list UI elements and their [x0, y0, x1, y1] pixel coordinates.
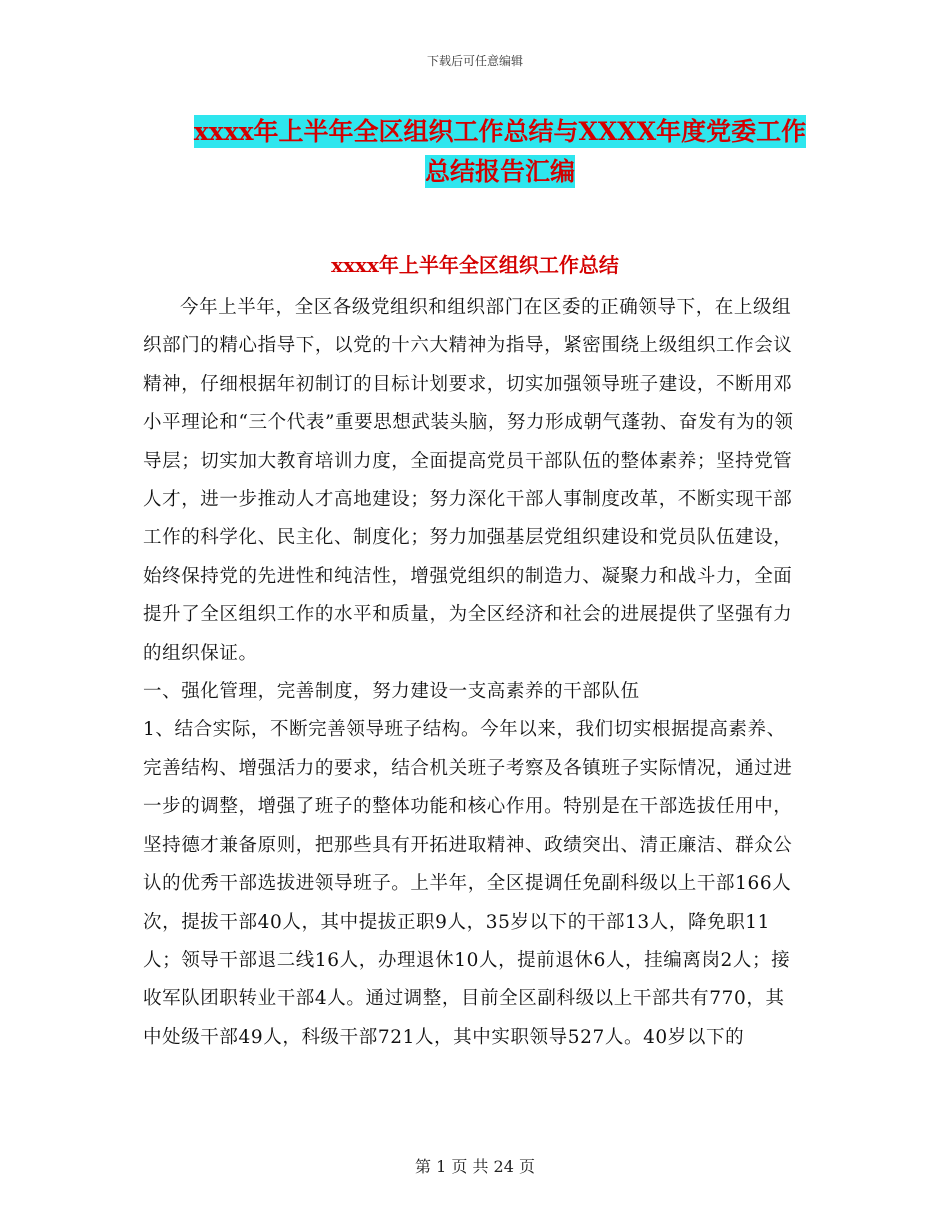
- document-title: [150, 112, 850, 192]
- paragraph-item-1: 1、结合实际，不断完善领导班子结构。今年以来，我们切实根据提高素养、完善结构、增强活力的要求，结合机关班子考察及各镇班子实际情况，通过进一步的调整，增强了班子的整体功能和核心作用。特别是在干部选拔任用中，坚持德才兼备原则，把那些具有开拓进取精神、政绩突出、清正廉洁、群众公认的优秀干部选拔进领导班子。上半年，全区提调任免副科级以上干部166人次，提拔干部40人，其中提拔正职9人，35岁以下的干部13人，降免职11人；领导干部退二线16人，办理退休10人，提前退休6人，挂编离岗2人；接收军队团职转业干部4人。通过调整，目前全区副科级以上干部共有770，其中处级干部49人，科级干部721人，其中实职领导527人。40岁以下的: [143, 719, 793, 1048]
- header-note: 下载后可任意编辑: [426, 54, 523, 68]
- page-footer: 第 1 页 共 24 页: [415, 1157, 535, 1176]
- title-line-2: 总结报告汇编: [424, 157, 575, 186]
- paragraph-intro: 今年上半年，全区各级党组织和组织部门在区委的正确领导下，在上级组织部门的精心指导下，以党的十六大精神为指导，紧密围绕上级组织工作会议精神，仔细根据年初制订的目标计划要求，切实加强领导班子建设，不断用邓小平理论和“三个代表”重要思想武装头脑，努力形成朝气蓬勃、奋发有为的领导层；切实加大教育培训力度，全面提高党员干部队伍的整体素养；坚持党管人才，进一步推动人才高地建设；努力深化干部人事制度改革，不断实现干部工作的科学化、民主化、制度化；努力加强基层党组织建设和党员队伍建设，始终保持党的先进性和纯洁性，增强党组织的制造力、凝聚力和战斗力，全面提升了全区组织工作的水平和质量，为全区经济和社会的进展提供了坚强有力的组织保证。: [143, 297, 794, 664]
- body-text: [143, 289, 803, 1057]
- paragraph-heading: 一、强化管理，完善制度，努力建设一支高素养的干部队伍: [143, 681, 640, 703]
- section-title: xxxx年上半年全区组织工作总结: [331, 253, 619, 277]
- title-line-1: xxxx年上半年全区组织工作总结与XXXX年度党委工作: [193, 117, 807, 146]
